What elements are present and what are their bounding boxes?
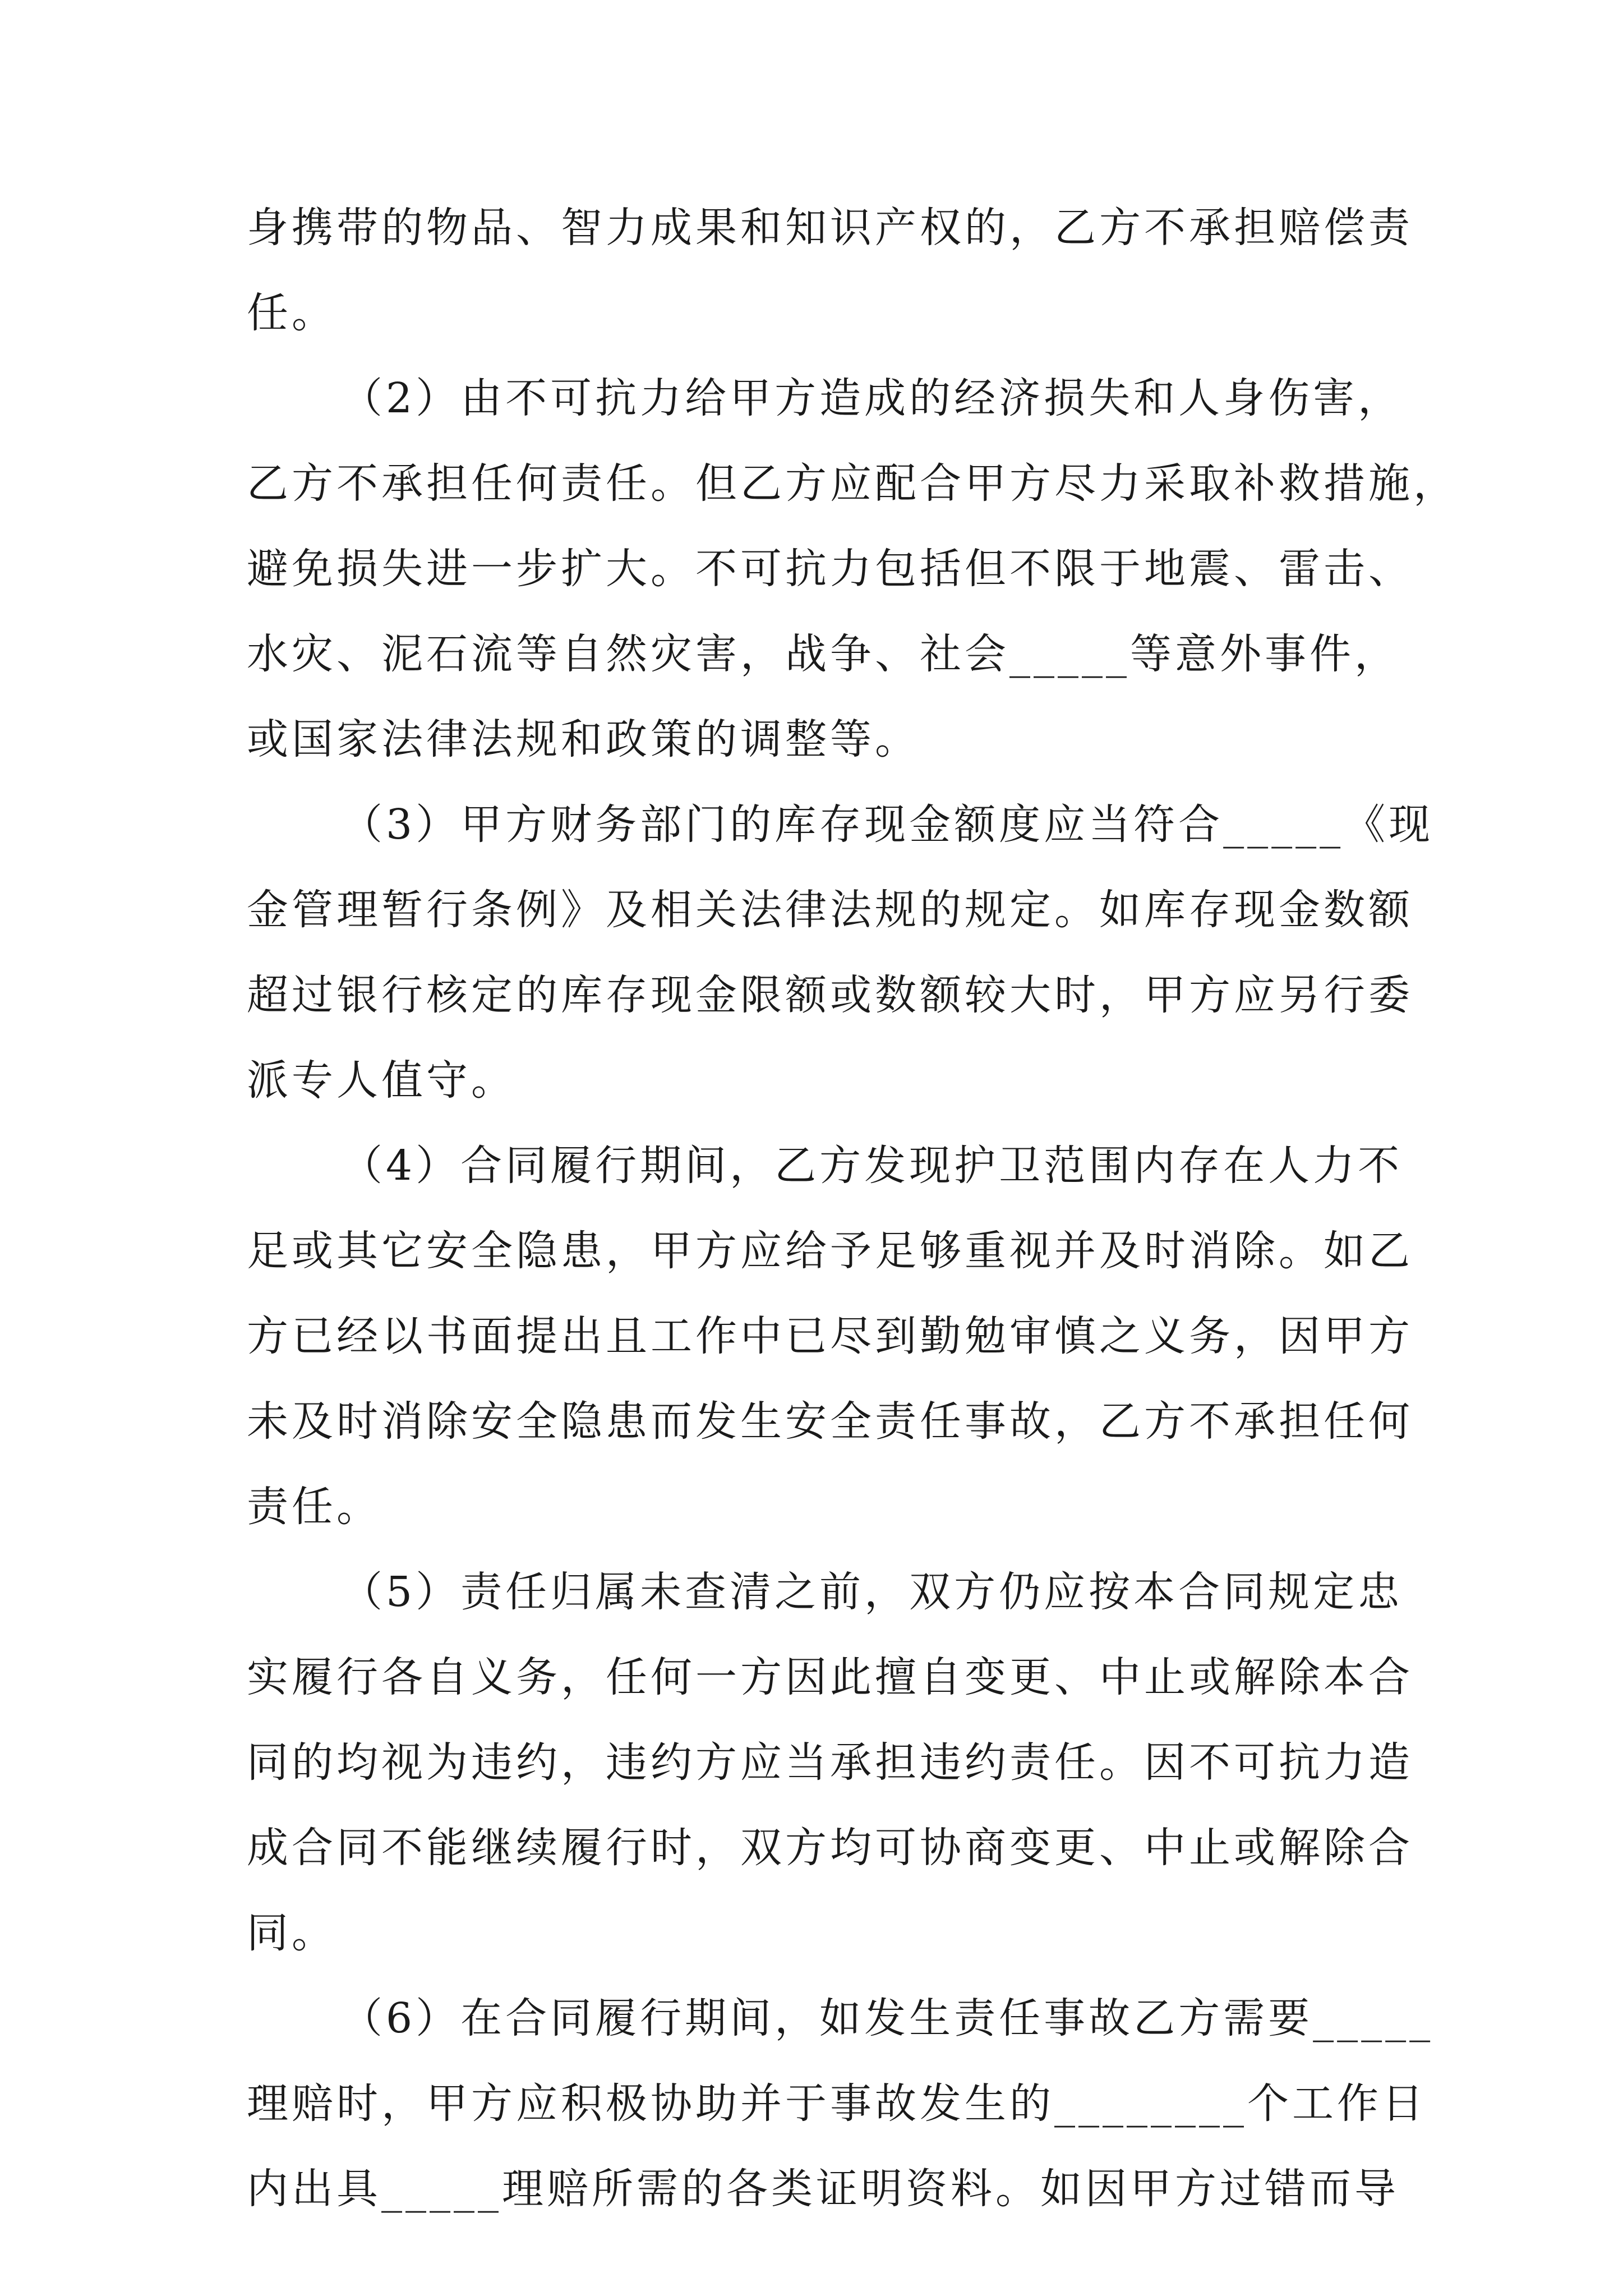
paragraph-clause-5 — [247, 1549, 1413, 1976]
text-line: 方已经以书面提出且工作中已尽到勤勉审慎之义务，因甲方 — [247, 1312, 1413, 1360]
text-line: 足或其它安全隐患，甲方应给予足够重视并及时消除。如乙 — [247, 1227, 1413, 1275]
text-line: （5）责任归属未查清之前，双方仍应按本合同规定忠 — [341, 1568, 1403, 1616]
text-line: 未及时消除安全隐患而发生安全责任事故，乙方不承担任何 — [247, 1397, 1413, 1446]
paragraph-clause-3 — [247, 782, 1434, 1123]
text-line: 金管理暂行条例》及相关法律法规的规定。如库存现金数额 — [247, 886, 1413, 934]
text-line: 乙方不承担任何责任。但乙方应配合甲方尽力采取补救措施， — [247, 459, 1458, 508]
text-line: 派专人值守。 — [247, 1056, 516, 1105]
text-line: 水灾、泥石流等自然灾害，战争、社会_____等意外事件， — [247, 630, 1399, 678]
text-line: 身携带的物品、智力成果和知识产权的，乙方不承担赔偿责 — [247, 204, 1413, 252]
text-line: 同。 — [247, 1909, 336, 1957]
text-line: 任。 — [247, 289, 336, 337]
paragraph-clause-6 — [247, 1976, 1434, 2231]
text-line: 责任。 — [247, 1483, 381, 1531]
text-line: 同的均视为违约，违约方应当承担违约责任。因不可抗力造 — [247, 1738, 1413, 1787]
text-line: 实履行各自义务，任何一方因此擅自变更、中止或解除本合 — [247, 1653, 1413, 1701]
paragraph-continuation — [247, 185, 1413, 356]
paragraph-clause-4 — [247, 1123, 1413, 1549]
text-line: 避免损失进一步扩大。不可抗力包括但不限于地震、雷击、 — [247, 545, 1413, 593]
text-line: 超过银行核定的库存现金限额或数额较大时，甲方应另行委 — [247, 971, 1413, 1019]
text-line: 内出具_____理赔所需的各类证明资料。如因甲方过错而导 — [247, 2165, 1399, 2213]
text-line: 或国家法律法规和政策的调整等。 — [247, 715, 920, 763]
text-line: （3）甲方财务部门的库存现金额度应当符合_____《现 — [341, 800, 1434, 849]
text-line: 理赔时，甲方应积极协助并于事故发生的________个工作日 — [247, 2079, 1427, 2128]
document-body — [247, 185, 1458, 2231]
text-line: （4）合同履行期间，乙方发现护卫范围内存在人力不 — [341, 1142, 1403, 1190]
paragraph-clause-2 — [247, 356, 1458, 782]
text-line: （2）由不可抗力给甲方造成的经济损失和人身伤害， — [341, 374, 1403, 422]
text-line: 成合同不能继续履行时，双方均可协商变更、中止或解除合 — [247, 1824, 1413, 1872]
text-line: （6）在合同履行期间，如发生责任事故乙方需要_____ — [341, 1994, 1434, 2042]
